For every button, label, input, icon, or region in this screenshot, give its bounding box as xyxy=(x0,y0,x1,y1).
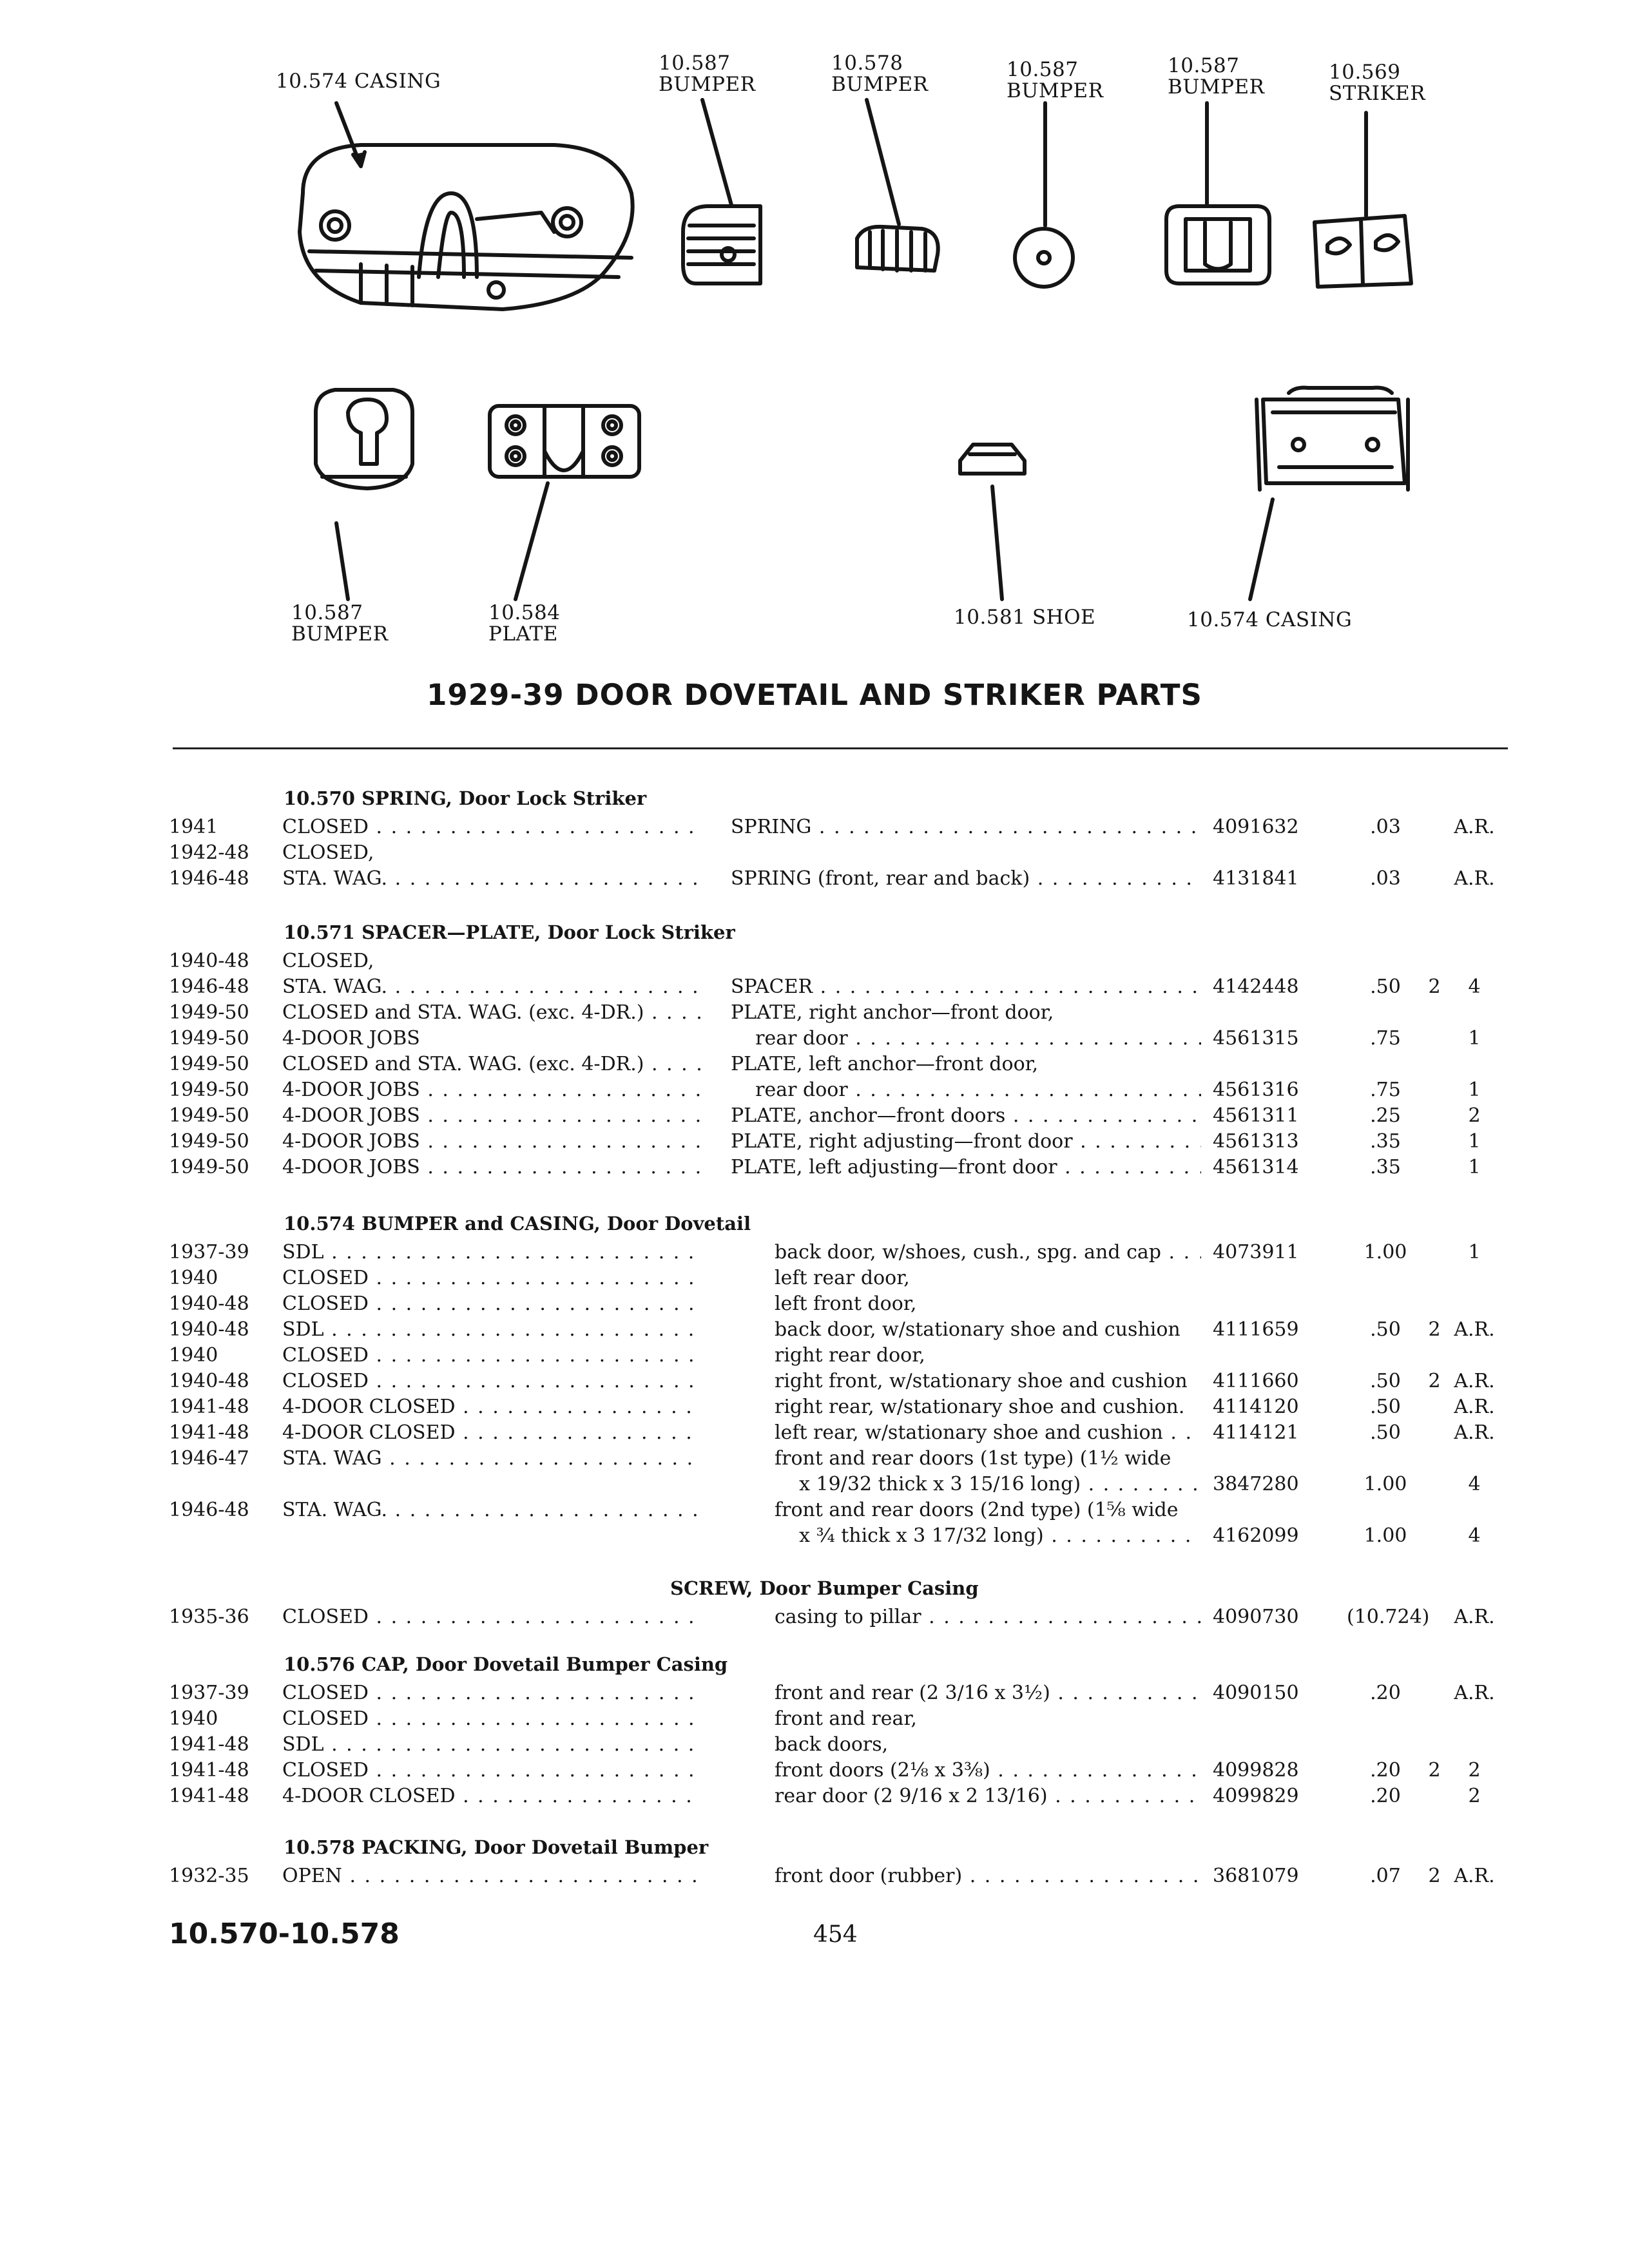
cell-model: STA. WAG . . . xyxy=(282,1446,701,1472)
cell-year: 1941-48 xyxy=(169,1396,249,1418)
cell-price: .35 xyxy=(1370,1156,1401,1178)
cell-part: 4561313 xyxy=(1213,1130,1299,1153)
cell-desc: front doors (2⅛ x 3⅜) . . . xyxy=(775,1758,1201,1783)
cell-desc: left front door, xyxy=(775,1293,917,1315)
bumper-2-illustration xyxy=(857,227,938,271)
cell-desc: front and rear doors (1st type) (1½ wide xyxy=(775,1447,1171,1470)
cell-model: 4-DOOR CLOSED . . . xyxy=(282,1420,701,1446)
cell-desc: right front, w/stationary shoe and cushion xyxy=(775,1370,1188,1392)
cell-year: 1946-47 xyxy=(169,1447,249,1470)
bumper-1-illustration xyxy=(683,206,760,284)
cell-desc: casing to pillar . . . xyxy=(775,1604,1201,1630)
page-title: 1929-39 DOOR DOVETAIL AND STRIKER PARTS xyxy=(427,678,1202,712)
cell-desc: x 19/32 thick x 3 15/16 long) . . . xyxy=(775,1472,1201,1497)
cell-desc: x ¾ thick x 3 17/32 long) . . . xyxy=(775,1523,1201,1549)
cell-part: 4561315 xyxy=(1213,1027,1299,1050)
cell-part: 3681079 xyxy=(1213,1865,1299,1887)
cell-desc: rear door (2 9/16 x 2 13/16) . . . xyxy=(775,1783,1201,1809)
table-row xyxy=(0,974,1629,1000)
cell-year: 1946-48 xyxy=(169,1499,249,1521)
cell-year: 1935-36 xyxy=(169,1606,249,1628)
figure-label-bumper-3: 10.587 BUMPER xyxy=(1007,58,1104,102)
cell-model: SDL . . . xyxy=(282,1240,701,1265)
cell-year: 1949-50 xyxy=(169,1079,249,1101)
cell-year: 1940-48 xyxy=(169,1293,249,1315)
cell-desc: rear door . . . xyxy=(731,1077,1201,1103)
cell-desc: SPRING (front, rear and back) . . . xyxy=(731,866,1201,892)
cell-year: 1946-48 xyxy=(169,867,249,890)
section-heading: 10.571 SPACER—PLATE, Door Lock Striker xyxy=(284,921,735,943)
casing-bottom-illustration xyxy=(1257,388,1408,490)
table-row xyxy=(0,1155,1629,1180)
figure-label-casing-bottom: 10.574 CASING xyxy=(1187,608,1353,631)
cell-model: CLOSED and STA. WAG. (exc. 4-DR.) . . . xyxy=(282,1052,701,1077)
cell-desc: front and rear (2 3/16 x 3½) . . . xyxy=(775,1680,1201,1706)
divider xyxy=(173,747,1508,749)
cell-model: CLOSED . . . xyxy=(282,1706,701,1732)
table-row xyxy=(0,1394,1629,1420)
figure-label-striker: 10.569 STRIKER xyxy=(1329,61,1426,105)
cell-model: CLOSED . . . xyxy=(282,1369,701,1394)
cell-part: 4114121 xyxy=(1213,1421,1299,1444)
cell-qty2: A.R. xyxy=(1454,1396,1495,1418)
table-row xyxy=(0,1604,1629,1630)
figure-label-plate: 10.584 PLATE xyxy=(488,601,561,646)
cell-year: 1940-48 xyxy=(169,1370,249,1392)
cell-qty2: A.R. xyxy=(1454,816,1495,838)
cell-qty2: 4 xyxy=(1468,1473,1481,1495)
cell-year: 1937-39 xyxy=(169,1241,249,1264)
cell-qty: 2 xyxy=(1428,1370,1441,1392)
cell-year: 1940-48 xyxy=(169,950,249,972)
cell-model: CLOSED, xyxy=(282,950,374,972)
cell-year: 1949-50 xyxy=(169,1104,249,1127)
cell-price: 1.00 xyxy=(1364,1473,1407,1495)
cell-price: .50 xyxy=(1370,1396,1401,1418)
cell-price: .50 xyxy=(1370,975,1401,998)
cell-model: CLOSED . . . xyxy=(282,1680,701,1706)
cell-model: CLOSED, xyxy=(282,841,374,864)
cell-part: 4142448 xyxy=(1213,975,1299,998)
table-row xyxy=(0,948,1629,974)
cell-model: 4-DOOR JOBS . . . xyxy=(282,1077,701,1103)
cell-desc: front and rear, xyxy=(775,1707,917,1730)
cell-desc: left rear, w/stationary shoe and cushion . . . xyxy=(775,1420,1201,1446)
cell-price: .50 xyxy=(1370,1421,1401,1444)
page-number: 454 xyxy=(813,1921,858,1948)
cell-qty: 2 xyxy=(1428,975,1441,998)
cell-part: 4131841 xyxy=(1213,867,1299,890)
section-heading: 10.578 PACKING, Door Dovetail Bumper xyxy=(284,1836,709,1858)
cell-qty2: 2 xyxy=(1468,1785,1481,1807)
cell-price: (10.724) xyxy=(1347,1606,1430,1628)
cell-model: 4-DOOR CLOSED . . . xyxy=(282,1394,701,1420)
cell-year: 1942-48 xyxy=(169,841,249,864)
figure-label-shoe: 10.581 SHOE xyxy=(954,606,1096,629)
bumper-4-illustration xyxy=(1166,206,1269,284)
cell-model: STA. WAG. . . . xyxy=(282,866,701,892)
table-row xyxy=(0,840,1629,866)
cell-price: 1.00 xyxy=(1364,1241,1407,1264)
cell-qty2: A.R. xyxy=(1454,1682,1495,1704)
table-row xyxy=(0,814,1629,840)
cell-price: .20 xyxy=(1370,1682,1401,1704)
cell-qty2: A.R. xyxy=(1454,1370,1495,1392)
cell-qty2: A.R. xyxy=(1454,1606,1495,1628)
cell-model: CLOSED . . . xyxy=(282,1291,701,1317)
cell-part: 4111660 xyxy=(1213,1370,1299,1392)
cell-price: .50 xyxy=(1370,1318,1401,1341)
cell-qty: 2 xyxy=(1428,1865,1441,1887)
table-row xyxy=(0,1523,1629,1549)
table-row xyxy=(0,1446,1629,1472)
section-heading: 10.576 CAP, Door Dovetail Bumper Casing xyxy=(284,1653,728,1675)
cell-qty2: 1 xyxy=(1468,1156,1481,1178)
cell-part: 4099828 xyxy=(1213,1759,1299,1782)
cell-part: 4561314 xyxy=(1213,1156,1299,1178)
cell-qty: 2 xyxy=(1428,1318,1441,1341)
cell-qty2: 1 xyxy=(1468,1027,1481,1050)
table-row xyxy=(0,1129,1629,1155)
cell-part: 3847280 xyxy=(1213,1473,1299,1495)
cell-desc: back door, w/shoes, cush., spg. and cap . . . xyxy=(775,1240,1201,1265)
cell-desc: rear door . . . xyxy=(731,1026,1201,1052)
cell-year: 1949-50 xyxy=(169,1027,249,1050)
cell-qty: 2 xyxy=(1428,1759,1441,1782)
cell-model: SDL . . . xyxy=(282,1317,701,1343)
table-row xyxy=(0,1783,1629,1809)
section-heading: SCREW, Door Bumper Casing xyxy=(670,1577,979,1599)
cell-model: CLOSED and STA. WAG. (exc. 4-DR.) . . . xyxy=(282,1000,701,1026)
cell-part: 4162099 xyxy=(1213,1524,1299,1547)
cell-price: .07 xyxy=(1370,1865,1401,1887)
cell-model: CLOSED . . . xyxy=(282,1265,701,1291)
cell-year: 1949-50 xyxy=(169,1156,249,1178)
table-row xyxy=(0,1291,1629,1317)
cell-desc: back doors, xyxy=(775,1733,889,1756)
cell-year: 1937-39 xyxy=(169,1682,249,1704)
cell-year: 1940-48 xyxy=(169,1318,249,1341)
cell-desc: PLATE, right adjusting—front door . . . xyxy=(731,1129,1201,1155)
cell-desc: back door, w/stationary shoe and cushion xyxy=(775,1318,1181,1341)
cell-desc: SPRING . . . xyxy=(731,814,1201,840)
cell-part: 4090150 xyxy=(1213,1682,1299,1704)
cell-qty2: 1 xyxy=(1468,1241,1481,1264)
cell-qty2: 1 xyxy=(1468,1079,1481,1101)
table-row xyxy=(0,1240,1629,1265)
cell-desc: right rear, w/stationary shoe and cushion. xyxy=(775,1396,1185,1418)
cell-model: STA. WAG. . . . xyxy=(282,1497,701,1523)
cell-qty2: A.R. xyxy=(1454,1421,1495,1444)
table-row xyxy=(0,1706,1629,1732)
cell-qty2: A.R. xyxy=(1454,867,1495,890)
bumper-5-illustration xyxy=(316,390,412,488)
figure-label-bumper-4: 10.587 BUMPER xyxy=(1168,54,1265,99)
casing-illustration xyxy=(300,145,633,309)
cell-qty2: A.R. xyxy=(1454,1318,1495,1341)
cell-price: .20 xyxy=(1370,1759,1401,1782)
table-row xyxy=(0,1420,1629,1446)
cell-model: CLOSED . . . xyxy=(282,814,701,840)
cell-desc: PLATE, right anchor—front door, xyxy=(731,1001,1054,1024)
table-row xyxy=(0,1000,1629,1026)
cell-part: 4090730 xyxy=(1213,1606,1299,1628)
table-row xyxy=(0,1497,1629,1523)
cell-model: CLOSED . . . xyxy=(282,1343,701,1369)
cell-year: 1941-48 xyxy=(169,1785,249,1807)
cell-part: 4561316 xyxy=(1213,1079,1299,1101)
cell-qty2: 2 xyxy=(1468,1759,1481,1782)
cell-desc: PLATE, left anchor—front door, xyxy=(731,1053,1039,1075)
table-row xyxy=(0,1026,1629,1052)
cell-model: 4-DOOR JOBS xyxy=(282,1027,420,1050)
table-row xyxy=(0,1758,1629,1783)
cell-price: .35 xyxy=(1370,1130,1401,1153)
cell-model: CLOSED . . . xyxy=(282,1604,701,1630)
striker-illustration xyxy=(1315,216,1411,287)
cell-model: 4-DOOR JOBS . . . xyxy=(282,1155,701,1180)
cell-qty2: 4 xyxy=(1468,975,1481,998)
cell-year: 1940 xyxy=(169,1344,218,1367)
cell-year: 1949-50 xyxy=(169,1130,249,1153)
cell-qty2: 4 xyxy=(1468,1524,1481,1547)
cell-desc: PLATE, anchor—front doors . . . xyxy=(731,1103,1201,1129)
cell-price: .75 xyxy=(1370,1027,1401,1050)
cell-part: 4073911 xyxy=(1213,1241,1299,1264)
cell-price: .20 xyxy=(1370,1785,1401,1807)
cell-year: 1949-50 xyxy=(169,1001,249,1024)
cell-part: 4114120 xyxy=(1213,1396,1299,1418)
cell-desc: right rear door, xyxy=(775,1344,925,1367)
cell-model: SDL . . . xyxy=(282,1732,701,1758)
cell-price: .75 xyxy=(1370,1079,1401,1101)
table-row xyxy=(0,1863,1629,1889)
cell-year: 1941 xyxy=(169,816,218,838)
cell-year: 1941-48 xyxy=(169,1759,249,1782)
cell-year: 1932-35 xyxy=(169,1865,249,1887)
cell-model: OPEN . . . xyxy=(282,1863,701,1889)
table-row xyxy=(0,1103,1629,1129)
figure-label-bumper-1: 10.587 BUMPER xyxy=(659,52,756,96)
table-row xyxy=(0,1265,1629,1291)
cell-desc: front door (rubber) . . . xyxy=(775,1863,1201,1889)
cell-year: 1941-48 xyxy=(169,1733,249,1756)
cell-qty2: 1 xyxy=(1468,1130,1481,1153)
table-row xyxy=(0,1680,1629,1706)
section-heading: 10.570 SPRING, Door Lock Striker xyxy=(284,787,647,809)
plate-illustration xyxy=(490,406,639,477)
cell-qty2: A.R. xyxy=(1454,1865,1495,1887)
cell-price: .03 xyxy=(1370,816,1401,838)
cell-year: 1946-48 xyxy=(169,975,249,998)
cell-part: 4099829 xyxy=(1213,1785,1299,1807)
cell-desc: front and rear doors (2nd type) (1⅝ wide xyxy=(775,1499,1179,1521)
cell-model: CLOSED . . . xyxy=(282,1758,701,1783)
cell-price: .03 xyxy=(1370,867,1401,890)
table-row xyxy=(0,1343,1629,1369)
cell-price: 1.00 xyxy=(1364,1524,1407,1547)
shoe-illustration xyxy=(960,445,1025,474)
cell-price: .50 xyxy=(1370,1370,1401,1392)
cell-year: 1940 xyxy=(169,1707,218,1730)
cell-qty2: 2 xyxy=(1468,1104,1481,1127)
figure-label-casing-top: 10.574 CASING xyxy=(276,70,441,93)
cell-year: 1941-48 xyxy=(169,1421,249,1444)
table-row xyxy=(0,1052,1629,1077)
section-heading: 10.574 BUMPER and CASING, Door Dovetail xyxy=(284,1213,751,1235)
cell-year: 1949-50 xyxy=(169,1053,249,1075)
table-row xyxy=(0,1317,1629,1343)
cell-model: 4-DOOR JOBS . . . xyxy=(282,1103,701,1129)
figure-label-bumper-5: 10.587 BUMPER xyxy=(291,601,389,646)
cell-model: 4-DOOR JOBS . . . xyxy=(282,1129,701,1155)
table-row xyxy=(0,1732,1629,1758)
cell-desc: PLATE, left adjusting—front door . . . xyxy=(731,1155,1201,1180)
cell-model: STA. WAG. . . . xyxy=(282,974,701,1000)
cell-year: 1940 xyxy=(169,1267,218,1289)
table-row xyxy=(0,1472,1629,1497)
bumper-3-illustration xyxy=(1015,229,1073,287)
figure-label-bumper-2: 10.578 BUMPER xyxy=(831,52,929,96)
cell-price: .25 xyxy=(1370,1104,1401,1127)
table-row xyxy=(0,866,1629,892)
cell-part: 4091632 xyxy=(1213,816,1299,838)
section-code: 10.570-10.578 xyxy=(169,1917,400,1950)
cell-desc: left rear door, xyxy=(775,1267,910,1289)
table-row xyxy=(0,1077,1629,1103)
cell-part: 4561311 xyxy=(1213,1104,1299,1127)
table-row xyxy=(0,1369,1629,1394)
cell-part: 4111659 xyxy=(1213,1318,1299,1341)
cell-desc: SPACER . . . xyxy=(731,974,1201,1000)
cell-model: 4-DOOR CLOSED . . . xyxy=(282,1783,701,1809)
